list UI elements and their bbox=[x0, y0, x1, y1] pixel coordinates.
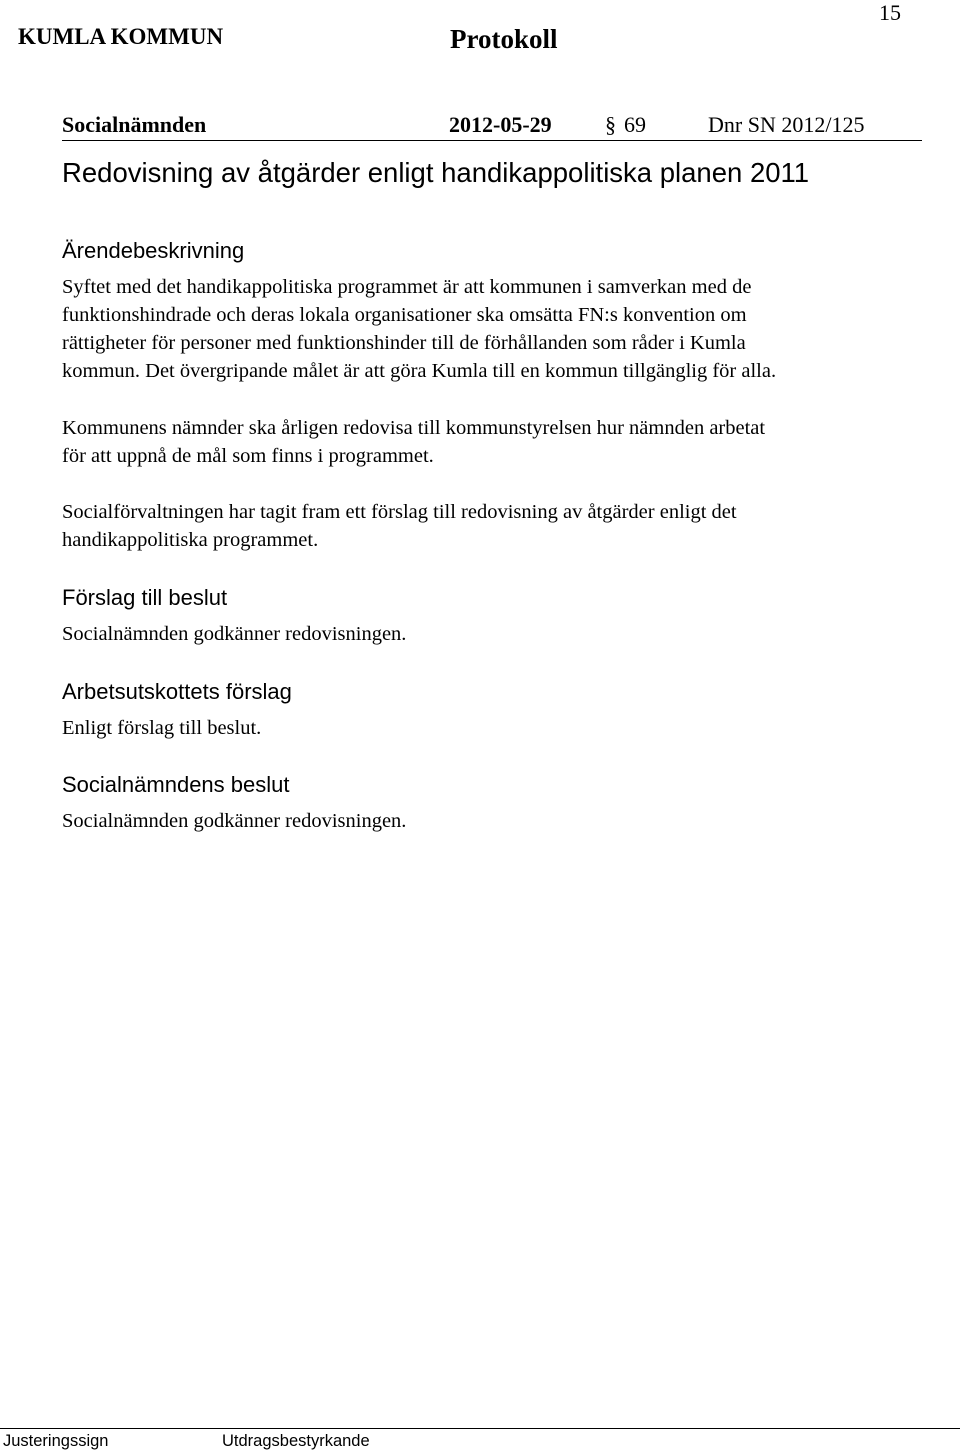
decision-text bbox=[62, 807, 932, 835]
description-heading: Ärendebeskrivning bbox=[62, 238, 245, 263]
text-line: för att uppnå de mål som finns i programmet. bbox=[62, 445, 434, 467]
footer-divider bbox=[0, 1428, 960, 1429]
text-line: Kommunens nämnder ska årligen redovisa till kommunstyrelsen hur nämnden arbetat bbox=[62, 417, 766, 439]
reference-number: Dnr SN 2012/125 bbox=[708, 112, 865, 137]
description-paragraph-2 bbox=[62, 414, 932, 470]
working-committee-text bbox=[62, 714, 932, 742]
proposal-text bbox=[62, 620, 932, 648]
text-line: Socialnämnden godkänner redovisningen. bbox=[62, 623, 407, 645]
paragraph-sign: § bbox=[605, 112, 616, 137]
text-line: rättigheter för personer med funktionshinder till de förhållanden som råder i Kumla bbox=[62, 332, 746, 354]
footer-certification-label: Utdragsbestyrkande bbox=[222, 1432, 370, 1450]
page-title: Redovisning av åtgärder enligt handikappolitiska planen 2011 bbox=[62, 157, 810, 188]
header-divider bbox=[62, 140, 922, 141]
text-line: Enligt förslag till beslut. bbox=[62, 717, 262, 739]
text-line: Socialförvaltningen har tagit fram ett förslag till redovisning av åtgärder enligt det bbox=[62, 501, 737, 523]
page-number: 15 bbox=[879, 0, 901, 25]
committee-name: Socialnämnden bbox=[62, 112, 207, 137]
meeting-date: 2012-05-29 bbox=[449, 112, 552, 137]
paragraph-number: 69 bbox=[624, 112, 646, 137]
text-line: funktionshindrade och deras lokala organisationer ska omsätta FN:s konvention om bbox=[62, 304, 747, 326]
document-type: Protokoll bbox=[450, 24, 558, 54]
text-line: Socialnämnden godkänner redovisningen. bbox=[62, 810, 407, 832]
description-paragraph-1 bbox=[62, 273, 932, 385]
text-line: kommun. Det övergripande målet är att göra Kumla till en kommun tillgänglig för alla. bbox=[62, 360, 777, 382]
decision-heading: Socialnämndens beslut bbox=[62, 772, 290, 797]
footer-signature-label: Justeringssign bbox=[3, 1432, 109, 1450]
working-committee-heading: Arbetsutskottets förslag bbox=[62, 679, 292, 704]
text-line: handikappolitiska programmet. bbox=[62, 529, 319, 551]
description-paragraph-3 bbox=[62, 498, 932, 554]
organization-name: KUMLA KOMMUN bbox=[18, 24, 224, 49]
text-line: Syftet med det handikappolitiska programmet är att kommunen i samverkan med de bbox=[62, 276, 752, 298]
proposal-heading: Förslag till beslut bbox=[62, 585, 228, 610]
